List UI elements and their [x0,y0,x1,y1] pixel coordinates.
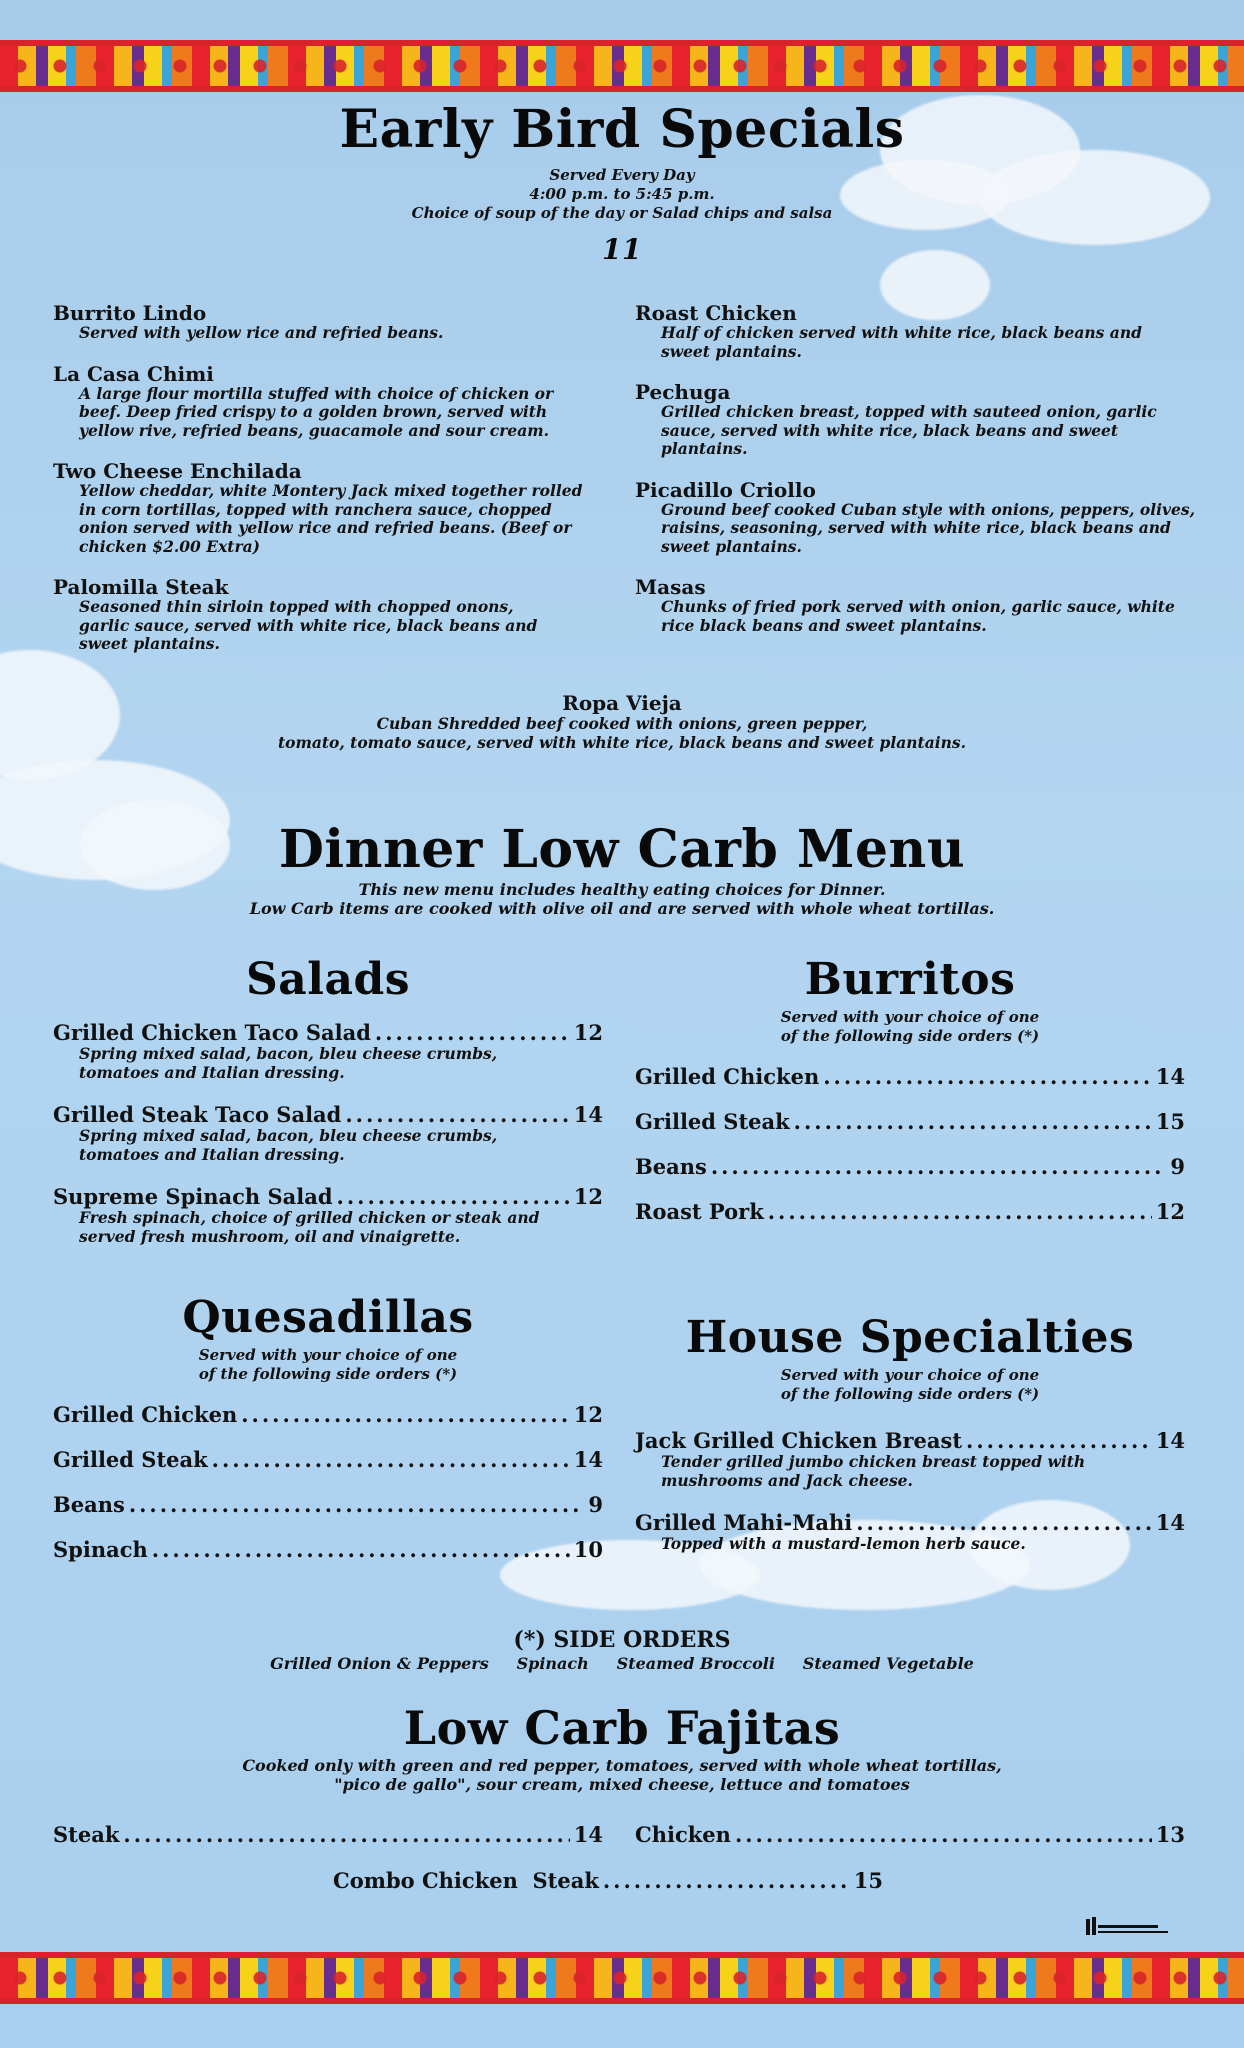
item-desc: Half of chicken served with white rice, black beans and sweet plantains. [661,323,1142,361]
item-price: 14 [573,1447,603,1472]
quesadillas-sub2: of the following side orders (*) [198,1365,458,1383]
house-title: House Specialties [685,1312,1135,1363]
low-carb-sub2: Low Carb items are cooked with olive oil and are served with whole wheat tortillas. [249,899,995,918]
price-row [635,1109,1185,1134]
item-price: 9 [1170,1154,1185,1179]
item-name: Chicken [635,1822,731,1847]
menu-item [635,381,1195,459]
item-name: Beans [53,1492,125,1517]
price-row [53,1020,603,1045]
price-row [53,1184,603,1209]
item-desc: Fresh spinach, choice of grilled chicken or steak and served fresh mushroom, oil and vinaigrette. [79,1208,540,1246]
price-row [53,1492,603,1517]
item-name: Grilled Chicken [53,1402,238,1427]
menu-item [53,1102,603,1164]
menu-item [53,460,593,556]
side-order-item: Steamed Broccoli [616,1654,775,1673]
menu-item [635,1428,1185,1490]
burritos-title: Burritos [804,954,1016,1005]
item-desc: Served with yellow rice and refried beans. [79,323,444,342]
item-desc: Chunks of fried pork served with onion, garlic sauce, white rice black beans and sweet plantains. [661,597,1175,635]
item-name: Grilled Mahi-Mahi [635,1510,853,1535]
early-bird-sub2: 4:00 p.m. to 5:45 p.m. [529,185,715,203]
dot-leader [856,1510,1152,1535]
item-price: 12 [573,1184,603,1209]
dot-leader [794,1109,1152,1134]
side-orders-title: (*) SIDE ORDERS [513,1627,731,1653]
item-desc-line2: tomato, tomato sauce, served with white rice, black beans and sweet plantains. [277,733,967,752]
menu-item [53,1184,603,1246]
price-row [635,1510,1185,1535]
menu-item [53,363,593,441]
price-row [53,1102,603,1127]
quesadillas-sub1: Served with your choice of one [198,1346,458,1364]
side-order-item: Steamed Vegetable [802,1654,974,1673]
early-bird-title: Early Bird Specials [339,99,905,160]
item-price: 15 [853,1868,883,1893]
item-name: Spinach [53,1537,148,1562]
dot-leader [212,1447,570,1472]
item-name: Jack Grilled Chicken Breast [635,1428,963,1453]
center-menu-item [0,692,1244,752]
item-name: Grilled Steak [53,1447,208,1472]
quesadillas-section [53,1290,603,1562]
dot-leader [152,1537,570,1562]
item-price: 13 [1155,1822,1185,1847]
item-desc: A large flour mortilla stuffed with choice of chicken or beef. Deep fried crispy to a golden brown, served with yellow rive, refried beans, guacamole and sour cream. [79,383,554,440]
burritos-section [635,952,1185,1224]
dot-leader [345,1102,569,1127]
item-price: 14 [573,1822,603,1847]
item-name: Roast Pork [635,1199,764,1224]
item-name: Burrito Lindo [53,301,207,325]
item-name: Supreme Spinach Salad [53,1184,333,1209]
low-carb-sub1: This new menu includes healthy eating choices for Dinner. [358,880,886,899]
dot-leader [768,1199,1152,1224]
dot-leader [375,1020,570,1045]
early-bird-price: 11 [602,233,642,266]
item-desc: Seasoned thin sirloin topped with chopped onons, garlic sauce, served with white rice, black beans and sweet plantains. [79,597,538,653]
dot-leader [711,1154,1167,1179]
item-name: Grilled Steak [635,1109,790,1134]
item-name: Ropa Vieja [562,691,682,715]
early-bird-sub3: Choice of soup of the day or Salad chips and salsa [411,204,833,222]
side-orders-section [0,1626,1244,1673]
decorative-border-top [0,40,1244,92]
menu-item [53,576,593,654]
quesadillas-title: Quesadillas [182,1292,474,1343]
early-bird-left-column [53,302,593,674]
item-price: 15 [1155,1109,1185,1134]
side-orders-list [0,1654,1244,1673]
side-order-item: Grilled Onion & Peppers [270,1654,489,1673]
price-row [635,1154,1185,1179]
item-price: 12 [573,1402,603,1427]
item-name: Grilled Steak Taco Salad [53,1102,342,1127]
item-name: Beans [635,1154,707,1179]
price-row [635,1428,1185,1453]
price-row [333,1868,883,1893]
item-name: Pechuga [635,380,731,404]
item-name: Grilled Chicken Taco Salad [53,1020,371,1045]
price-row [635,1822,1185,1847]
early-bird-right-column [635,302,1195,655]
dot-leader [735,1822,1152,1847]
menu-item [635,302,1195,361]
item-name: Combo Chicken Steak [333,1868,599,1893]
decorative-border-bottom [0,1952,1244,2004]
menu-item [53,1020,603,1082]
house-sub2: of the following side orders (*) [780,1385,1040,1403]
item-desc: Grilled chicken breast, topped with sauteed onion, garlic sauce, served with white rice, black beans and sweet plantains. [661,402,1157,458]
item-desc: Spring mixed salad, bacon, bleu cheese crumbs, tomatoes and Italian dressing. [79,1044,498,1082]
burritos-sub1: Served with your choice of one [780,1008,1040,1026]
dot-leader [603,1868,850,1893]
price-row [53,1402,603,1427]
item-price: 14 [573,1102,603,1127]
item-name: Palomilla Steak [53,575,229,599]
early-bird-sub1: Served Every Day [549,166,695,184]
dot-leader [966,1428,1152,1453]
item-name: Masas [635,575,706,599]
menu-item [635,479,1195,557]
item-name: La Casa Chimi [53,361,214,386]
menu-item [53,302,593,343]
item-desc: Ground beef cooked Cuban style with onions, peppers, olives, raisins, seasoning, served with white rice, black beans and sweet plantains. [661,499,1195,556]
fajitas-header [0,1700,1244,1794]
house-sub1: Served with your choice of one [780,1366,1040,1384]
printer-logo [1084,1915,1174,1939]
item-desc: Spring mixed salad, bacon, bleu cheese crumbs, tomatoes and Italian dressing. [79,1126,498,1164]
salads-title: Salads [245,954,411,1005]
dot-leader [823,1064,1152,1089]
item-price: 9 [588,1492,603,1517]
item-price: 12 [1155,1199,1185,1224]
item-price: 14 [1155,1428,1185,1453]
item-desc: Tender grilled jumbo chicken breast topped with mushrooms and Jack cheese. [661,1452,1086,1490]
fajitas-sub1: Cooked only with green and red pepper, tomatoes, served with whole wheat tortillas, [242,1756,1002,1775]
price-row [635,1064,1185,1089]
dot-leader [241,1402,570,1427]
item-name: Roast Chicken [635,301,797,325]
price-row [53,1537,603,1562]
price-row [53,1822,603,1847]
item-desc: Yellow cheddar, white Montery Jack mixed together rolled in corn tortillas, topped with ranchera sauce, chopped onion served with yellow rice and refried beans. (Beef or chicken $2.00 Extra) [79,481,583,556]
side-order-item: Spinach [516,1654,589,1673]
dot-leader [129,1492,585,1517]
fajitas-sub2: "pico de gallo", sour cream, mixed cheese, lettuce and tomatoes [334,1775,910,1794]
item-name: Two Cheese Enchilada [53,459,302,483]
item-desc: Topped with a mustard-lemon herb sauce. [661,1534,1026,1553]
dot-leader [123,1822,569,1847]
price-row [53,1447,603,1472]
item-desc-line1: Cuban Shredded beef cooked with onions, green pepper, [376,714,868,733]
salads-section [53,952,603,1266]
low-carb-title: Dinner Low Carb Menu [278,819,966,880]
menu-item [635,1510,1185,1554]
item-name: Steak [53,1822,120,1847]
item-name: Grilled Chicken [635,1064,820,1089]
fajitas-title: Low Carb Fajitas [403,1701,841,1755]
price-row [635,1199,1185,1224]
item-price: 14 [1155,1510,1185,1535]
house-specialties-section [635,1310,1185,1574]
item-price: 12 [573,1020,603,1045]
menu-item [635,576,1195,635]
item-price: 10 [573,1537,603,1562]
item-name: Picadillo Criollo [635,477,816,502]
dot-leader [337,1184,570,1209]
burritos-sub2: of the following side orders (*) [780,1027,1040,1045]
item-price: 14 [1155,1064,1185,1089]
